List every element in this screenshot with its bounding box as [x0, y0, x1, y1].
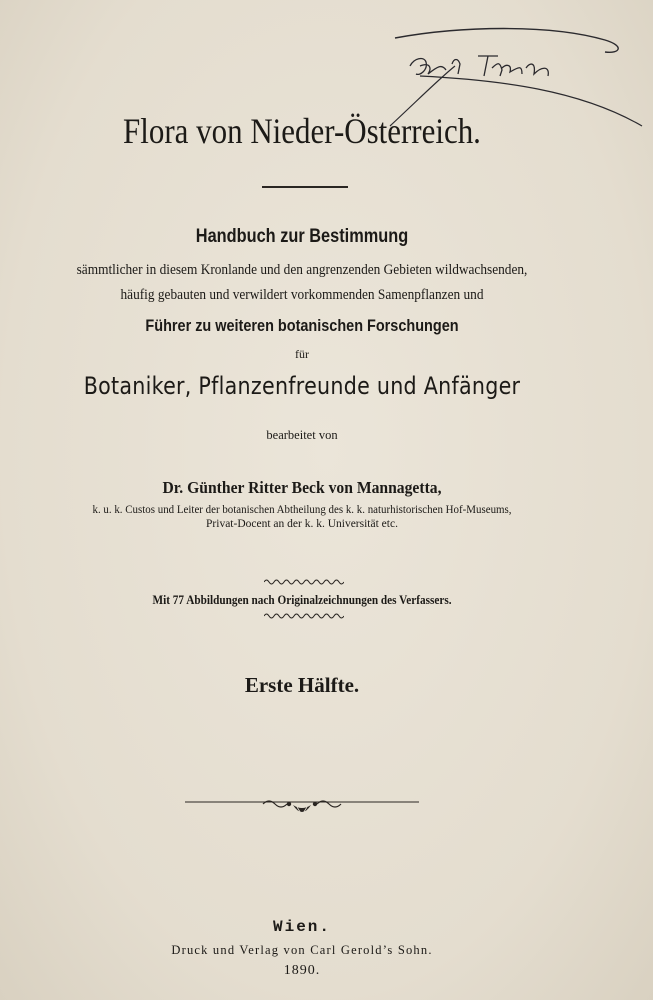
book-title: Flora von Nieder-Österreich.	[123, 111, 481, 151]
author-name: Dr. Günther Ritter Beck von Mannagetta,	[162, 478, 442, 497]
place-of-publication: Wien.	[272, 918, 331, 936]
description-line-2: häufig gebauten und verwildert vorkommenden Samenpflanzen und	[120, 287, 484, 303]
wavy-divider-bottom	[264, 612, 344, 620]
description-line-1: sämmtlicher in diesem Kronlande und den angrenzenden Gebieten wildwachsenden,	[76, 262, 528, 278]
for-line: für	[295, 347, 309, 361]
subtitle: Handbuch zur Bestimmung	[195, 226, 409, 247]
guide-line: Führer zu weiteren botanischen Forschungen	[145, 316, 459, 335]
author-credentials-2: Privat-Docent an der k. k. Universität etc.	[206, 518, 398, 530]
audience-line: Botaniker, Pflanzenfreunde und Anfänger	[83, 372, 521, 400]
volume-part: Erste Hälfte.	[244, 673, 360, 697]
wavy-divider-top	[264, 578, 344, 586]
ornament-divider	[185, 793, 419, 819]
illustrations-note: Mit 77 Abbildungen nach Originalzeichnungen des Verfassers.	[152, 593, 452, 607]
title-divider	[262, 186, 348, 188]
edited-by-line: bearbeitet von	[266, 428, 338, 442]
publisher: Druck und Verlag von Carl Gerold’s Sohn.	[171, 943, 433, 957]
author-credentials-1: k. u. k. Custos und Leiter der botanischen Abtheilung des k. k. naturhistorischen Hof-Museums,	[92, 504, 512, 516]
publication-year: 1890.	[283, 963, 321, 978]
